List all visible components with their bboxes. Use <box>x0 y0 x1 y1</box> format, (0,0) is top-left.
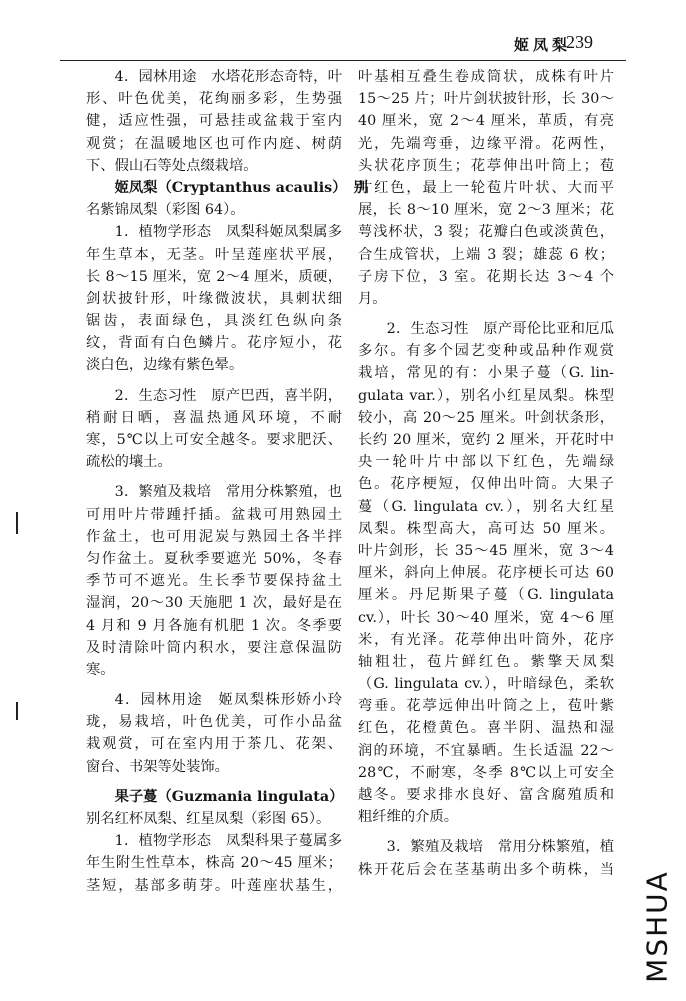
page-number: 239 <box>566 32 593 52</box>
text-line: 寒，5℃以上可安全越冬。要求肥沃、 <box>86 432 342 448</box>
text-line: 名紫锦凤梨（彩图 64）。 <box>86 202 245 219</box>
text-line: 1．植物学形态 凤梨科姬凤梨属多 <box>114 224 342 241</box>
text-line: 3．繁殖及栽培 常用分株繁殖，植 <box>386 839 614 856</box>
text-line: 可用叶片带踵扦插。盆栽可用熟园土 <box>86 506 342 523</box>
text-line: 湿润，20～30 天施肥 1 次，最好是在 <box>86 595 342 612</box>
text-line: 寒。 <box>86 661 115 678</box>
text-line: 月。 <box>358 290 387 307</box>
text-line: 越冬。要求排水良好、富含腐殖质和 <box>358 787 614 803</box>
text-line: 形、叶色优美，花绚丽多彩，生势强 <box>86 91 342 108</box>
text-line: 萼浅杯状，3 裂；花瓣白色或淡黄色， <box>358 224 614 241</box>
text-line: 茎短，基部多萌芽。叶莲座状基生， <box>86 877 342 894</box>
text-line: 果子蔓（Guzmania lingulata） <box>114 788 344 805</box>
text-line: 季节可不遮光。生长季节要保持盆土 <box>86 573 342 590</box>
text-line: 润的环境，不宜暴晒。生长适温 22～ <box>358 742 614 759</box>
text-line: 28℃，不耐寒，冬季 8℃以上可安全 <box>358 764 614 781</box>
text-line: 4 月和 9 月各施有机肥 1 次。冬季要 <box>86 617 342 634</box>
text-line: 窗台、书架等处装饰。 <box>86 758 229 775</box>
text-line: 子房下位，3 室。花期长达 3～4 个 <box>358 268 614 285</box>
text-line: 稍耐日晒，喜温热通风环境，不耐 <box>86 409 342 426</box>
text-line: 栽观赏，可在室内用于茶几、花架、 <box>86 736 342 753</box>
text-line: 展，长 8～10 厘米，宽 2～3 厘米；花 <box>358 202 614 219</box>
text-line: 珑，易栽培，叶色优美，可作小品盆 <box>86 714 342 731</box>
text-line: 3．繁殖及栽培 常用分株繁殖，也 <box>114 484 342 501</box>
text-line: 凤梨。株型高大，高可达 50 厘米。 <box>358 520 614 537</box>
text-line: 匀作盆土。夏秋季要遮光 50%，冬春 <box>86 550 342 567</box>
text-line: 多尔。有多个园艺变种或品种作观赏 <box>358 343 614 360</box>
text-line: 锯齿，表面绿色，具淡红色纵向条 <box>86 313 342 330</box>
text-line: 别名红杯凤梨、红星凤梨（彩图 65）。 <box>86 811 331 827</box>
page-header <box>0 30 686 60</box>
text-line: 及时清除叶筒内积水，要注意保温防 <box>86 639 342 656</box>
text-line: 姬凤梨（Cryptanthus acaulis） 别 <box>114 179 368 196</box>
text-line: 弯垂。花葶远伸出叶筒之上，苞叶紫 <box>358 698 614 715</box>
text-line: 栽培，常见的有：小果子蔓（G. lin- <box>358 365 614 382</box>
text-line: 年生附生性草本，株高 20～45 厘米； <box>86 855 342 872</box>
text-line: 作盆土，也可用泥炭与熟园土各半拌 <box>86 528 342 545</box>
text-line: 疏松的壤土。 <box>86 454 172 471</box>
text-line: （G. lingulata cv.），叶暗绿色，柔软 <box>358 676 614 693</box>
text-line: 年生草本，无茎。叶呈莲座状平展， <box>86 246 342 263</box>
text-line: 厘米，斜向上伸展。花序梗长可达 60 <box>358 565 614 582</box>
text-line: 叶片剑形，长 35～45 厘米，宽 3～4 <box>358 542 614 559</box>
text-line: 40 厘米，宽 2～4 厘米，革质，有亮 <box>358 113 614 130</box>
text-line: 头状花序顶生；花葶伸出叶筒上；苞 <box>358 157 614 174</box>
text-line: 片红色，最上一轮苞片叶状、大而平 <box>358 179 614 196</box>
text-line: 株开花后会在茎基萌出多个萌株，当 <box>358 861 614 878</box>
text-line: 粗纤维的介质。 <box>358 809 459 826</box>
text-line: 淡白色，边缘有紫色晕。 <box>86 357 244 374</box>
text-line: 蔓（G. lingulata cv.），别名大红星 <box>358 498 614 515</box>
text-line: 2．生态习性 原产巴西，喜半阴， <box>114 387 342 404</box>
left-column <box>86 66 368 897</box>
margin-mark <box>16 702 18 720</box>
text-line: 15～25 片；叶片剑状披针形，长 30～ <box>358 91 614 108</box>
text-line: 较小，高 20～25 厘米。叶剑状条形， <box>358 409 614 426</box>
watermark-text: MSHUA <box>640 870 674 983</box>
text-line: 健，适应性强，可悬挂或盆栽于室内 <box>86 113 342 130</box>
text-line: 下、假山石等处点缀栽培。 <box>86 157 258 174</box>
text-line: 观赏；在温暖地区也可作内庭、树荫 <box>86 135 342 152</box>
text-line: 4．园林用途 姬凤梨株形娇小玲 <box>114 692 342 709</box>
text-line: 长 8～15 厘米，宽 2～4 厘米，质硬， <box>86 268 342 285</box>
text-line: 红色，花橙黄色。喜半阴、温热和湿 <box>358 720 614 737</box>
text-line: 2．生态习性 原产哥伦比亚和厄瓜 <box>386 321 614 338</box>
text-line: 纹，背面有白色鳞片。花序短小，花 <box>86 335 342 352</box>
right-column <box>358 66 614 881</box>
text-line: 长约 20 厘米，宽约 2 厘米，开花时中 <box>358 432 614 448</box>
running-title: 姬凤梨 <box>514 36 572 54</box>
text-line: 合生成管状，上端 3 裂；雄蕊 6 枚； <box>358 246 614 263</box>
text-line: 叶基相互叠生卷成筒状，成株有叶片 <box>358 69 614 85</box>
text-line: 色。花序梗短，仅伸出叶筒。大果子 <box>358 476 614 493</box>
text-line: 剑状披针形，叶缘微波状，具刺状细 <box>86 290 342 307</box>
watermark-logo <box>633 870 677 990</box>
text-line: 4．园林用途 水塔花形态奇特，叶 <box>114 69 342 85</box>
margin-mark <box>16 512 18 534</box>
text-line: cv.），叶长 30～40 厘米，宽 4～6 厘 <box>358 609 614 626</box>
text-line: 轴粗壮，苞片鲜红色。紫擎天凤梨 <box>358 653 614 670</box>
header-rule <box>60 60 626 61</box>
text-line: 光，先端弯垂，边缘平滑。花两性， <box>358 135 614 152</box>
text-line: 米，有光泽。花葶伸出叶筒外，花序 <box>358 631 614 648</box>
text-line: gulata var.），别名小红星凤梨。株型 <box>358 387 614 404</box>
text-line: 1．植物学形态 凤梨科果子蔓属多 <box>114 833 342 850</box>
text-line: 央一轮叶片中部以下红色，先端绿 <box>358 454 614 471</box>
text-line: 厘米。丹尼斯果子蔓（G. lingulata <box>358 587 614 604</box>
